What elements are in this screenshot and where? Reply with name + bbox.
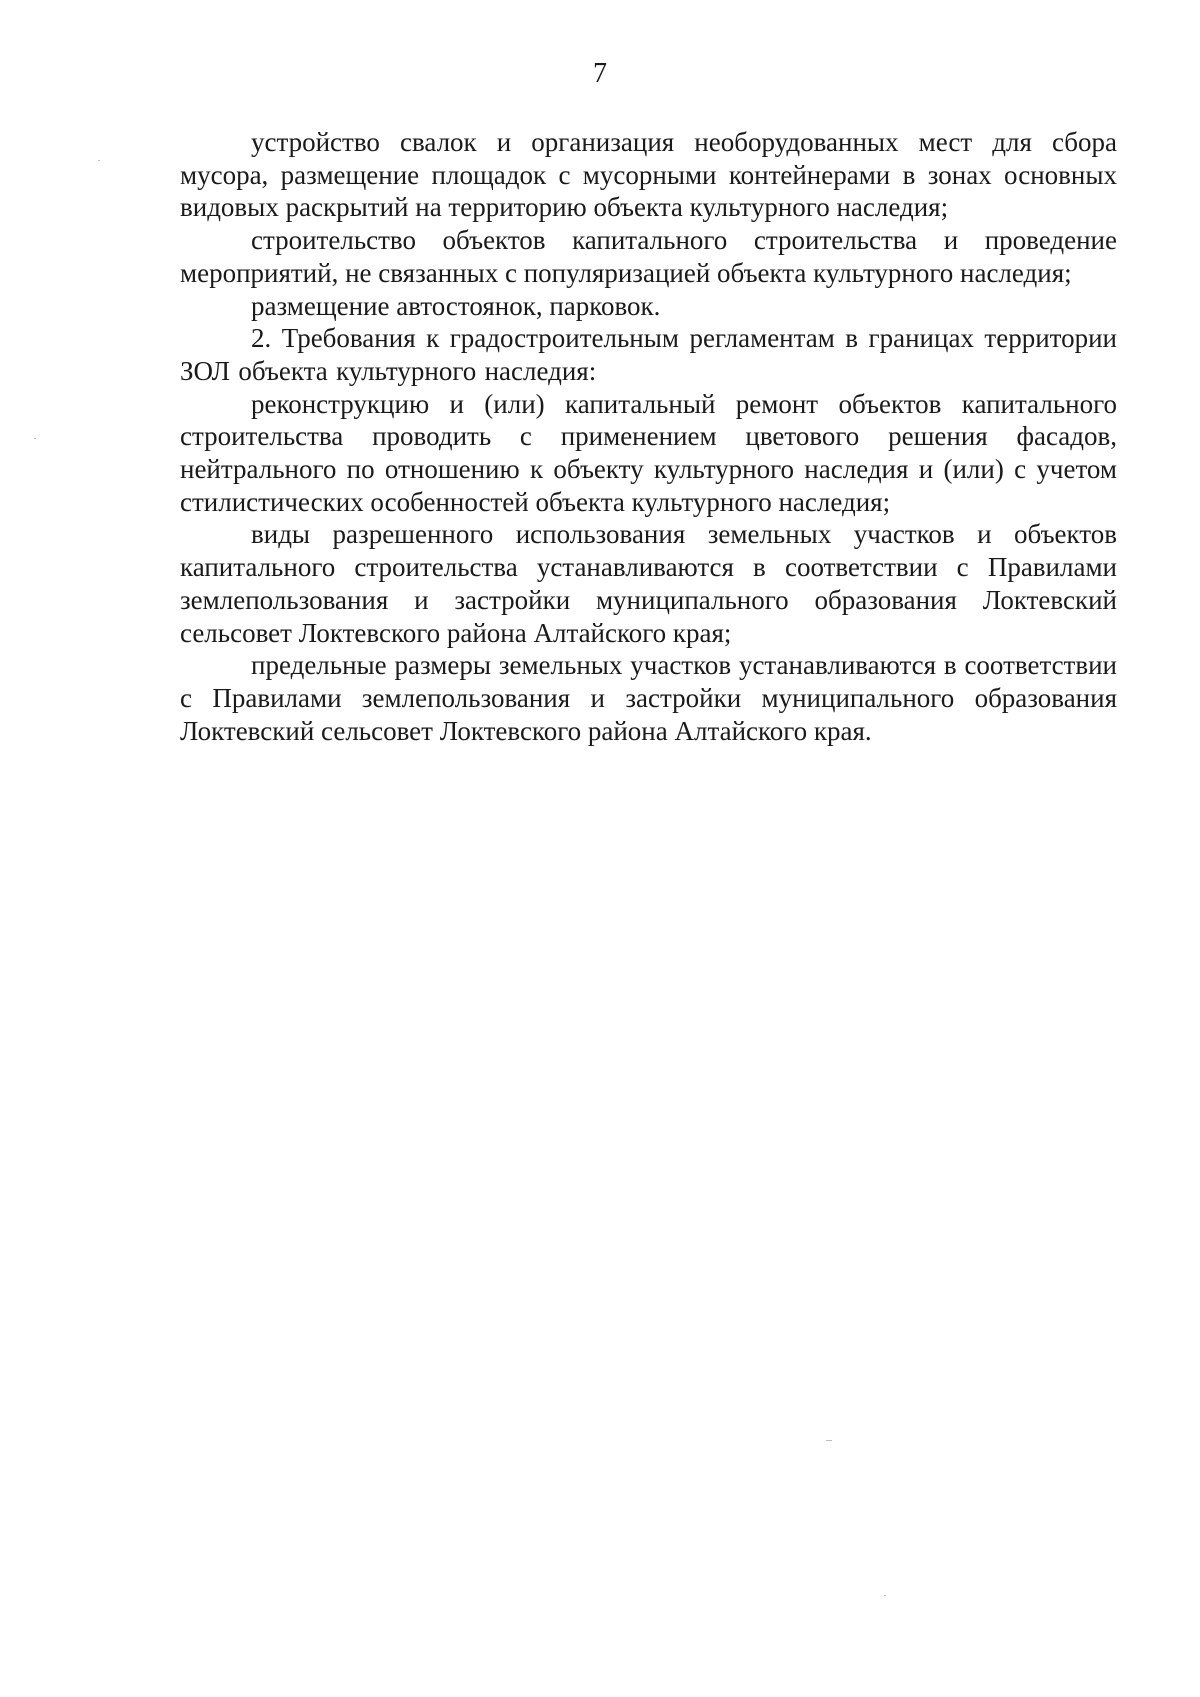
paragraph-plot-sizes: предельные размеры земельных участков устанавливаются в соответствии с Правилами землепользования и застройки муниципального образования Локтевский сельсовет Локтевского района Алтайского края.: [180, 650, 1117, 746]
document-body: [180, 126, 1117, 747]
scan-artifact: [98, 160, 100, 161]
paragraph-reconstruction: реконструкцию и (или) капитальный ремонт объектов капитального строительства проводить с применением цветового решения фасадов, нейтрального по отношению к объекту культурного наследия и (или) с учетом стилистических особенностей объекта культурного наследия;: [180, 388, 1117, 517]
paragraph-requirements-heading: 2. Требования к градостроительным регламентам в границах территории ЗОЛ объекта культурного наследия:: [180, 323, 1117, 386]
paragraph-dump-sites: устройство свалок и организация необорудованных мест для сбора мусора, размещение площадок с мусорными контейнерами в зонах основных видовых раскрытий на территорию объекта культурного наследия;: [180, 127, 1117, 223]
page-number: 7: [593, 58, 607, 89]
paragraph-permitted-use: виды разрешенного использования земельных участков и объектов капитального строительства устанавливаются в соответствии с Правилами землепользования и застройки муниципального образования Локтевский сельсовет Локтевского района Алтайского края;: [180, 519, 1117, 648]
scan-artifact: [884, 1595, 886, 1596]
scan-artifact: [826, 1440, 832, 1441]
scan-artifact: [34, 438, 36, 439]
paragraph-parking: размещение автостоянок, парковок.: [251, 290, 661, 321]
paragraph-capital-construction: строительство объектов капитального строительства и проведение мероприятий, не связанных с популяризацией объекта культурного наследия;: [180, 225, 1117, 288]
